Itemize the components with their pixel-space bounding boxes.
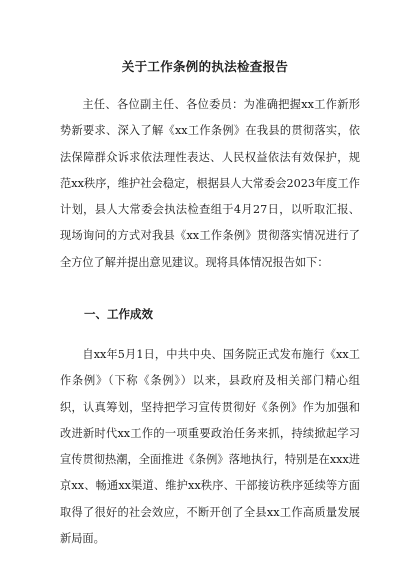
- document-title: 关于工作条例的执法检查报告: [121, 59, 289, 74]
- section-heading-work-results: 一、工作成效: [84, 307, 153, 321]
- section-paragraph-work-results: 自xx年5月1日，中共中央、国务院正式发布施行《xx工作条例》（下称《条例》）以来，县政府及相关部门精心组织，认真筹划，坚持把学习宣传贯彻好《条例》作为加强和改进新时代xx工作的一项重要政治任务来抓，持续掀起学习宣传贯彻热潮，全面推进《条例》落地执行，特别是在xxx进京xx、畅通xx渠道、维护xx秩序、干部接访秩序延续等方面取得了很好的社会效应，不断开创了全县xx工作高质量发展新局面。: [60, 348, 360, 546]
- intro-paragraph: 主任、各位副主任、各位委员：为准确把握xx工作新形势新要求、深入了解《xx工作条例》在我县的贯彻落实，依法保障群众诉求依法理性表达、人民权益依法有效保护，规范xx秩序，维护社会稳定，根据县人大常委会2023年度工作计划，县人大常委会执法检查组于4月27日，以听取汇报、现场询问的方式对我县《xx工作条例》贯彻落实情况进行了全方位了解并提出意见建议。现将具体情况报告如下：: [60, 98, 360, 269]
